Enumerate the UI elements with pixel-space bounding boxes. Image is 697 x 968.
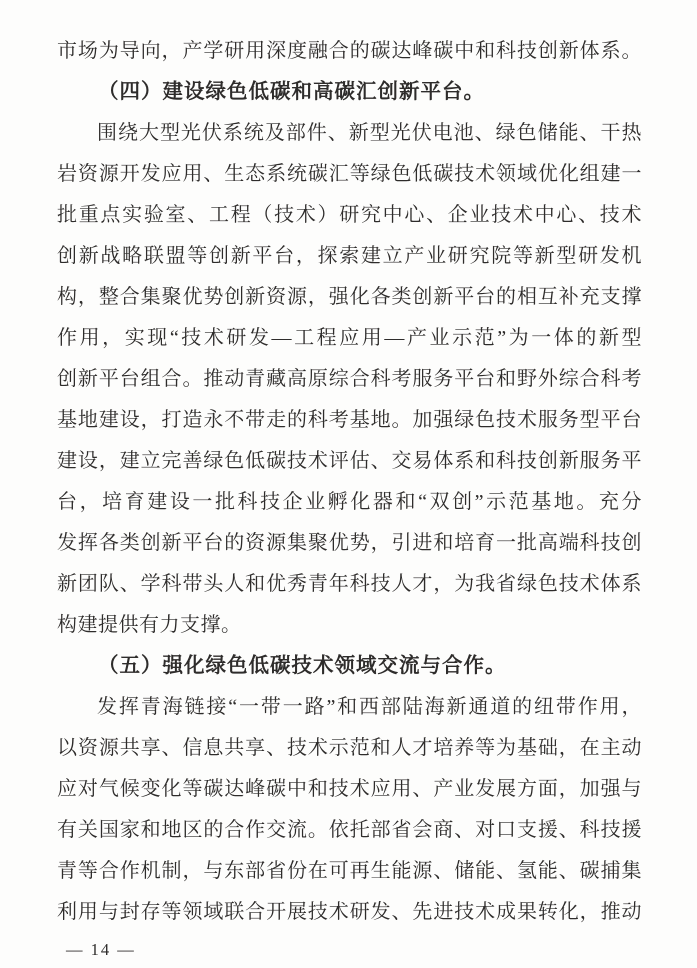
text-line: 基地建设，打造永不带走的科考基地。加强绿色技术服务型平台	[57, 409, 642, 431]
section-heading: （四）建设绿色低碳和高碳汇创新平台。	[98, 81, 485, 103]
document-body	[57, 31, 642, 933]
text-line: 利用与封存等领域联合开展技术研发、先进技术成果转化，推动	[57, 901, 642, 923]
text-line: 作用，实现“技术研发—工程应用—产业示范”为一体的新型	[57, 327, 642, 349]
text-line: 建设，建立完善绿色低碳技术评估、交易体系和科技创新服务平	[57, 450, 642, 472]
text-line: 以资源共享、信息共享、技术示范和人才培养等为基础，在主动	[57, 737, 642, 759]
text-line: 发挥青海链接“一带一路”和西部陆海新通道的纽带作用，	[97, 696, 642, 718]
text-line: 青等合作机制，与东部省份在可再生能源、储能、氢能、碳捕集	[57, 860, 642, 882]
text-line: 新团队、学科带头人和优秀青年科技人才，为我省绿色技术体系	[57, 573, 642, 595]
section-heading: （五）强化绿色低碳技术领域交流与合作。	[98, 655, 507, 677]
text-line: 应对气候变化等碳达峰碳中和技术应用、产业发展方面，加强与	[57, 778, 642, 800]
text-line: 批重点实验室、工程（技术）研究中心、企业技术中心、技术	[57, 204, 642, 226]
text-line: 创新战略联盟等创新平台，探索建立产业研究院等新型研发机	[57, 245, 642, 267]
text-line: 发挥各类创新平台的资源集聚优势，引进和培育一批高端科技创	[57, 532, 642, 554]
text-line: 台，培育建设一批科技企业孵化器和“双创”示范基地。充分	[57, 491, 642, 513]
page-number: — 14 —	[66, 940, 136, 959]
text-line: 围绕大型光伏系统及部件、新型光伏电池、绿色储能、干热	[97, 122, 642, 144]
text-line: 市场为导向，产学研用深度融合的碳达峰碳中和科技创新体系。	[57, 40, 642, 62]
text-line: 有关国家和地区的合作交流。依托部省会商、对口支援、科技援	[57, 819, 642, 841]
text-line: 岩资源开发应用、生态系统碳汇等绿色低碳技术领域优化组建一	[57, 163, 642, 185]
text-line: 构，整合集聚优势创新资源，强化各类创新平台的相互补充支撑	[57, 286, 642, 308]
text-line: 构建提供有力支撑。	[57, 614, 242, 636]
text-line: 创新平台组合。推动青藏高原综合科考服务平台和野外综合科考	[57, 368, 642, 390]
